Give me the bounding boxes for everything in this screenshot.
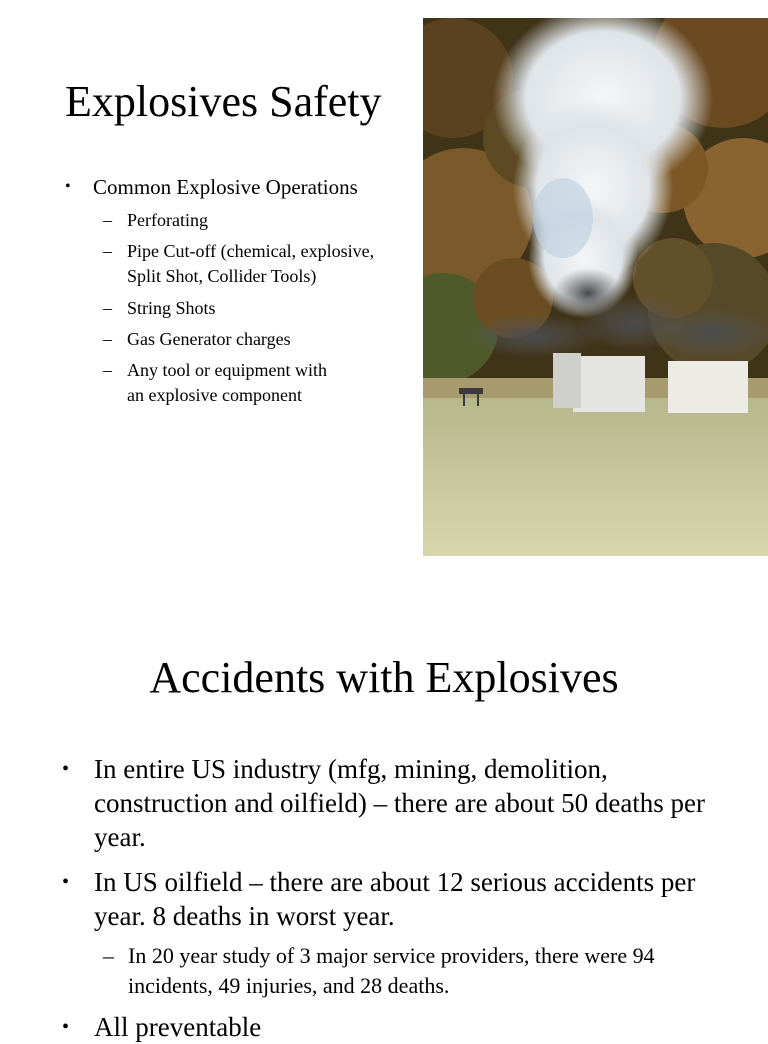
bullet-item <box>62 865 742 933</box>
bullet-icon: • <box>65 178 71 195</box>
dash-icon: – <box>103 360 112 380</box>
sub-item-text: Gas Generator charges <box>127 329 291 349</box>
sub-item-text: Perforating <box>127 210 208 230</box>
bullet-text: Common Explosive Operations <box>93 175 358 199</box>
slide-title: Explosives Safety <box>65 77 382 126</box>
slide-title: Accidents with Explosives <box>149 653 619 702</box>
bullet-text: All preventable <box>94 1012 262 1042</box>
bullet-text: In entire US industry (mfg, mining, demolition, construction and oilfield) – there are about 50 deaths per year. <box>94 754 706 852</box>
dash-icon: – <box>103 210 112 230</box>
sub-item-text: an explosive component <box>127 385 302 405</box>
bullet-icon: • <box>62 1016 70 1038</box>
sub-bullet-item <box>103 941 703 1001</box>
dash-icon: – <box>103 298 112 318</box>
bullet-icon: • <box>62 871 70 893</box>
slide-accidents-with-explosives <box>0 580 768 1042</box>
bullet-item <box>62 752 742 854</box>
sub-item-text: Any tool or equipment with <box>127 360 327 380</box>
bullet-icon: • <box>62 758 70 780</box>
sub-bullet-text: In 20 year study of 3 major service providers, there were 94 incidents, 49 injuries, and 28 deaths. <box>128 943 655 998</box>
explosion-test-photo-icon <box>423 18 768 556</box>
dash-icon: – <box>103 943 114 968</box>
explosion-photo <box>423 18 768 556</box>
sub-item-text: Split Shot, Collider Tools) <box>127 266 317 286</box>
bullet-text: In US oilfield – there are about 12 serious accidents per year. 8 deaths in worst year. <box>94 867 696 931</box>
dash-icon: – <box>103 329 112 349</box>
sub-item-text: Pipe Cut-off (chemical, explosive, <box>127 241 375 261</box>
bullet-item <box>62 1010 742 1044</box>
dash-icon: – <box>103 241 112 261</box>
sub-item-text: String Shots <box>127 298 216 318</box>
